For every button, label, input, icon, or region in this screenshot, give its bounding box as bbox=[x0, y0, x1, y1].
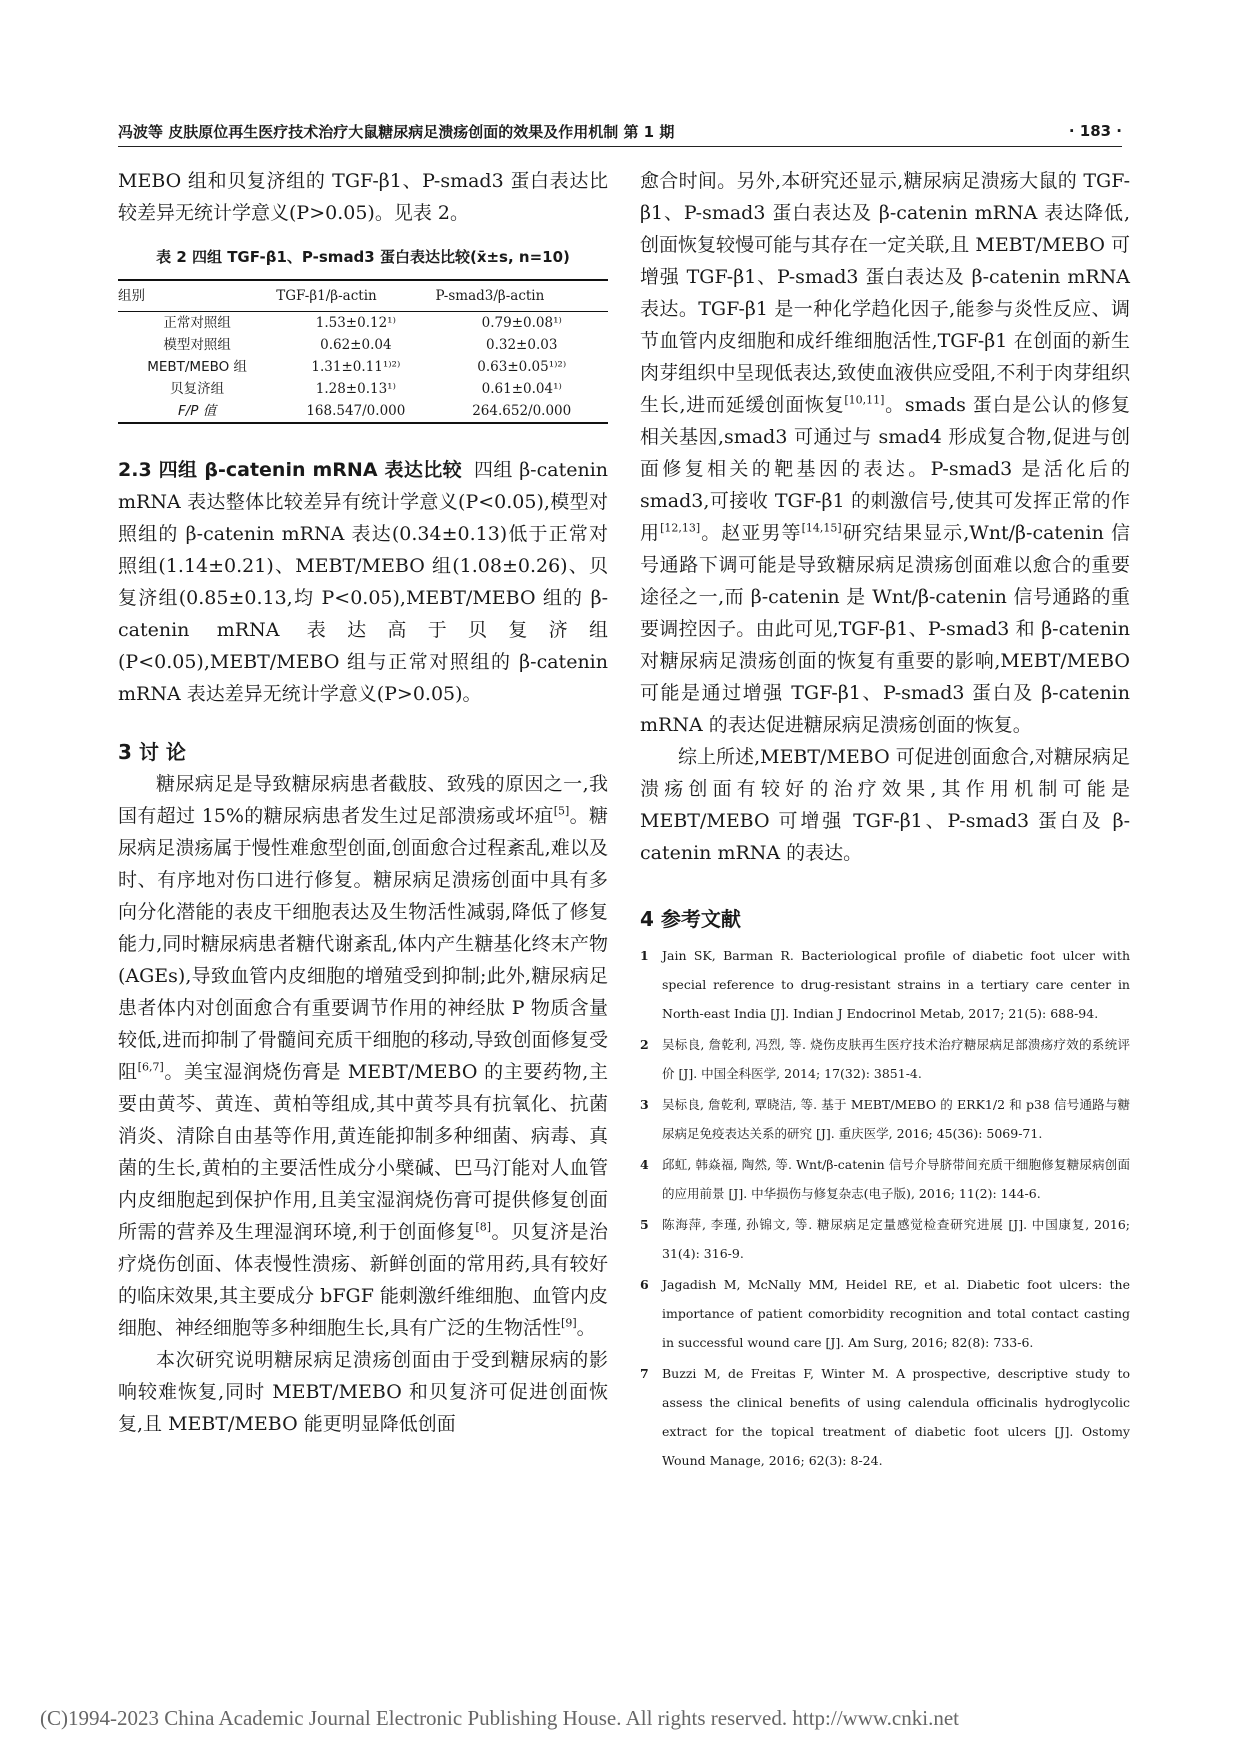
text: 愈合时间。另外,本研究还显示,糖尿病足溃疡大鼠的 TGF-β1、P-smad3 蛋白表达及 β-catenin mRNA 表达降低,创面恢复较慢可能与其存在一定关联,且 MEBT/MEBO 可增强 TGF-β1、P-smad3 蛋白表达及 β-catenin mRNA 表达。TGF-β1 是一种化学趋化因子,能参与炎性反应、调节血管内皮细胞和成纤维细胞活性,TGF-β1 在创面的新生肉芽组织中呈现低表达,致使血液供应受阻,不利于肉芽组织生长,进而延缓创面恢复 bbox=[640, 170, 1130, 416]
table-cell: 168.547/0.000 bbox=[306, 403, 406, 419]
reference-number: 5 bbox=[640, 1217, 649, 1232]
paragraph bbox=[118, 768, 608, 1344]
table-cell: 0.61±0.04¹⁾ bbox=[481, 381, 562, 397]
reference-text: Jain SK, Barman R. Bacteriological profile of diabetic foot ulcer with special reference to drug-resistant strains in a tertiary care center in North-east India [J]. Indian J Endocrinol Metab, 2017; 21(5): 688-94. bbox=[662, 948, 1130, 1021]
table-cell: MEBT/MEBO 组 bbox=[147, 359, 248, 375]
right-column bbox=[640, 165, 1130, 1477]
reference-text: 吴标良, 詹乾利, 冯烈, 等. 烧伤皮肤再生医疗技术治疗糖尿病足部溃疡疗效的系统评价 [J]. 中国全科医学, 2014; 17(32): 3851-4. bbox=[662, 1037, 1130, 1081]
reference-list bbox=[640, 941, 1130, 1475]
reference-item bbox=[640, 1090, 1130, 1148]
table-cell: F/P 值 bbox=[177, 403, 217, 419]
text: 。 bbox=[576, 1317, 596, 1339]
citation: [5] bbox=[553, 804, 570, 818]
reference-number: 4 bbox=[640, 1157, 649, 1172]
table-header-row bbox=[118, 280, 608, 312]
section-heading: 2.3 四组 β-catenin mRNA 表达比较 bbox=[118, 459, 463, 481]
reference-item bbox=[640, 1210, 1130, 1268]
reference-text: 陈海萍, 李瑾, 孙锦文, 等. 糖尿病足定量感觉检查研究进展 [J]. 中国康复, 2016; 31(4): 316-9. bbox=[662, 1217, 1130, 1261]
section-2-3-paragraph bbox=[118, 454, 608, 710]
paragraph: 本次研究说明糖尿病足溃疡创面由于受到糖尿病的影响较难恢复,同时 MEBT/MEBO 和贝复济可促进创面恢复,且 MEBT/MEBO 能更明显降低创面 bbox=[118, 1349, 608, 1435]
table-header-cell: P-smad3/β-actin bbox=[435, 288, 545, 304]
text: 。赵亚男等 bbox=[700, 522, 802, 544]
reference-number: 2 bbox=[640, 1037, 649, 1052]
table-cell: 264.652/0.000 bbox=[472, 403, 572, 419]
reference-item bbox=[640, 1270, 1130, 1357]
table-cell: 0.63±0.05¹⁾²⁾ bbox=[477, 359, 567, 375]
citation: [14,15] bbox=[801, 521, 842, 535]
citation: [8] bbox=[475, 1220, 492, 1234]
text: 糖尿病足是导致糖尿病患者截肢、致残的原因之一,我国有超过 15%的糖尿病患者发生过足部溃疡或坏疽 bbox=[118, 773, 608, 827]
citation: [6,7] bbox=[137, 1060, 164, 1074]
table-row bbox=[118, 312, 608, 335]
table-cell: 1.53±0.12¹⁾ bbox=[315, 315, 396, 331]
paragraph-text: 四组 β-catenin mRNA 表达整体比较差异有统计学意义(P<0.05),模型对照组的 β-catenin mRNA 表达(0.34±0.13)低于正常对照组(1.14±0.21)、MEBT/MEBO 组(1.08±0.26)、贝复济组(0.85±0.13,均 P<0.05),MEBT/MEBO 组的 β-catenin mRNA 表达高于贝复济组(P<0.05),MEBT/MEBO 组与正常对照组的 β-catenin mRNA 表达差异无统计学意义(P>0.05)。 bbox=[118, 459, 609, 705]
table-row bbox=[118, 334, 608, 356]
table-cell: 0.32±0.03 bbox=[486, 337, 558, 353]
citation: [12,13] bbox=[660, 521, 701, 535]
text: 研究结果显示,Wnt/β-catenin 信号通路下调可能是导致糖尿病足溃疡创面难以愈合的重要途径之一,而 β-catenin 是 Wnt/β-catenin 信号通路的重要调控因子。由此可见,TGF-β1、P-smad3 和 β-catenin 对糖尿病足溃疡创面的恢复有重要的影响,MEBT/MEBO 可能是通过增强 TGF-β1、P-smad3 蛋白及 β-catenin mRNA 的表达促进糖尿病足溃疡创面的恢复。 bbox=[640, 522, 1130, 736]
table-row bbox=[118, 400, 608, 423]
paragraph bbox=[640, 165, 1130, 741]
reference-number: 6 bbox=[640, 1277, 649, 1292]
reference-item bbox=[640, 1030, 1130, 1088]
reference-item bbox=[640, 1359, 1130, 1475]
table-row bbox=[118, 356, 608, 378]
table-cell: 贝复济组 bbox=[170, 381, 225, 397]
table-title: 表 2 四组 TGF-β1、P-smad3 蛋白表达比较(x̄±s, n=10) bbox=[156, 248, 570, 266]
paragraph: 综上所述,MEBT/MEBO 可促进创面愈合,对糖尿病足溃疡创面有较好的治疗效果,其作用机制可能是 MEBT/MEBO 可增强 TGF-β1、P-smad3 蛋白及 β-catenin mRNA 的表达。 bbox=[640, 746, 1130, 864]
page-number: · 183 · bbox=[1068, 122, 1122, 140]
reference-number: 7 bbox=[640, 1366, 649, 1381]
table-cell: 0.79±0.08¹⁾ bbox=[481, 315, 562, 331]
table-cell: 0.62±0.04 bbox=[320, 337, 392, 353]
running-header bbox=[118, 116, 1122, 147]
table-row bbox=[118, 378, 608, 400]
text: 。smads 蛋白是公认的修复相关基因,smad3 可通过与 smad4 形成复合物,促进与创面修复相关的靶基因的表达。P-smad3 是活化后的 smad3,可接收 TGF-β1 的刺激信号,使其可发挥正常的作用 bbox=[640, 394, 1130, 544]
reference-text: Buzzi M, de Freitas F, Winter M. A prospective, descriptive study to assess the clinical benefits of using calendula officinalis hydroglycolic extract for the topical treatment of diabetic foot ulcers [J]. Ostomy Wound Manage, 2016; 62(3): 8-24. bbox=[662, 1366, 1130, 1468]
reference-number: 3 bbox=[640, 1097, 649, 1112]
copyright-footer: (C)1994-2023 China Academic Journal Electronic Publishing House. All rights reserved. http://www.cnki.net bbox=[40, 1706, 959, 1730]
section-heading: 4 参考文献 bbox=[640, 907, 741, 931]
citation: [10,11] bbox=[844, 393, 885, 407]
table-header-cell: 组别 bbox=[118, 288, 145, 304]
left-column bbox=[118, 165, 608, 1440]
text: 。美宝湿润烧伤膏是 MEBT/MEBO 的主要药物,主要由黄芩、黄连、黄柏等组成,其中黄芩具有抗氧化、抗菌消炎、清除自由基等作用,黄连能抑制多种细菌、病毒、真菌的生长,黄柏的主要活性成分小檗碱、巴马汀能对人血管内皮细胞起到保护作用,且美宝湿润烧伤膏可提供修复创面所需的营养及生理湿润环境,利于创面修复 bbox=[118, 1061, 608, 1243]
reference-text: 邱虹, 韩焱福, 陶然, 等. Wnt/β-catenin 信号介导脐带间充质干细胞修复糖尿病创面的应用前景 [J]. 中华损伤与修复杂志(电子版), 2016; 11(2): 144-6. bbox=[662, 1157, 1130, 1201]
text: 。糖尿病足溃疡属于慢性难愈型创面,创面愈合过程紊乱,难以及时、有序地对伤口进行修复。糖尿病足溃疡创面中具有多向分化潜能的表皮干细胞表达及生物活性减弱,降低了修复能力,同时糖尿病患者糖代谢紊乱,体内产生糖基化终末产物(AGEs),导致血管内皮细胞的增殖受到抑制;此外,糖尿病足患者体内对创面愈合有重要调节作用的神经肽 P 物质含量较低,进而抑制了骨髓间充质干细胞的移动,导致创面修复受阻 bbox=[118, 805, 608, 1083]
paragraph: MEBO 组和贝复济组的 TGF-β1、P-smad3 蛋白表达比较差异无统计学意义(P>0.05)。见表 2。 bbox=[118, 170, 608, 224]
header-title: 冯波等 皮肤原位再生医疗技术治疗大鼠糖尿病足溃疡创面的效果及作用机制 第 1 期 bbox=[118, 122, 675, 141]
table-cell: 正常对照组 bbox=[163, 315, 231, 331]
reference-item bbox=[640, 1150, 1130, 1208]
reference-item bbox=[640, 941, 1130, 1028]
data-table bbox=[118, 279, 608, 424]
text: 。贝复济是治疗烧伤创面、体表慢性溃疡、新鲜创面的常用药,具有较好的临床效果,其主要成分 bFGF 能刺激纤维细胞、血管内皮细胞、神经细胞等多种细胞生长,具有广泛的生物活性 bbox=[118, 1221, 608, 1339]
reference-text: Jagadish M, McNally MM, Heidel RE, et al. Diabetic foot ulcers: the importance of patient comorbidity recognition and total contact casting in successful wound care [J]. Am Surg, 2016; 82(8): 733-6. bbox=[662, 1277, 1130, 1350]
reference-text: 吴标良, 詹乾利, 覃晓洁, 等. 基于 MEBT/MEBO 的 ERK1/2 和 p38 信号通路与糖尿病足免疫表达关系的研究 [J]. 重庆医学, 2016; 45(36): 5069-71. bbox=[662, 1097, 1130, 1141]
table-cell: 1.31±0.11¹⁾²⁾ bbox=[311, 359, 401, 375]
table-cell: 模型对照组 bbox=[163, 337, 231, 353]
reference-number: 1 bbox=[640, 948, 649, 963]
table-cell: 1.28±0.13¹⁾ bbox=[315, 381, 396, 397]
table-header-cell: TGF-β1/β-actin bbox=[276, 288, 377, 304]
citation: [9] bbox=[561, 1316, 577, 1330]
section-heading: 3 讨 论 bbox=[118, 740, 186, 764]
